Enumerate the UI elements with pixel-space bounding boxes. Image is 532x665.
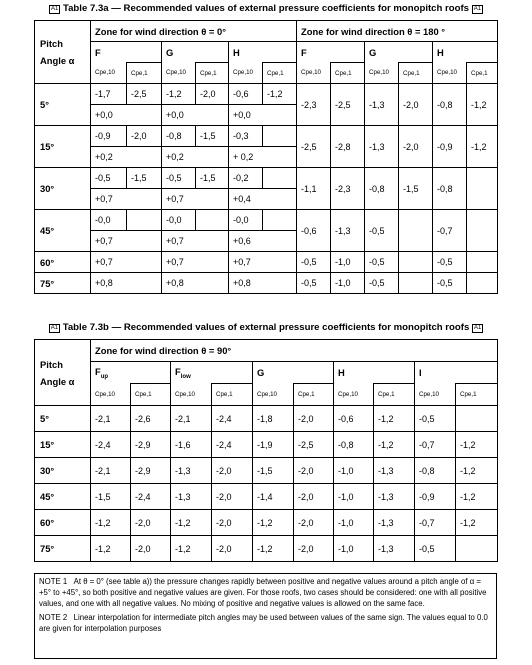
value-cell: -1,5 xyxy=(196,168,229,189)
value-cell: -1,0 xyxy=(331,252,365,273)
amendment-marker: A1 xyxy=(473,325,482,331)
value-cell: +0,7 xyxy=(91,189,162,210)
table-row xyxy=(35,458,498,484)
value-cell: -1,2 xyxy=(91,510,131,536)
value-cell: -1,3 xyxy=(171,458,212,484)
value-cell: -2,0 xyxy=(196,84,229,105)
notes-box xyxy=(34,573,497,659)
value-cell xyxy=(456,406,498,432)
table-row xyxy=(35,252,498,273)
value-cell: -1,7 xyxy=(91,84,127,105)
value-cell: -2,0 xyxy=(294,510,334,536)
value-cell: -2,0 xyxy=(399,126,433,168)
cpe10-header: Cpe,10 xyxy=(365,63,399,84)
value-cell: +0,7 xyxy=(162,189,229,210)
value-cell: -0,5 xyxy=(297,252,331,273)
value-cell: -1,3 xyxy=(365,126,399,168)
pitch-angle-cell: 15° xyxy=(35,126,91,168)
value-cell xyxy=(467,273,498,294)
amendment-marker: A1 xyxy=(50,325,59,331)
cpe1-header: Cpe,1 xyxy=(467,63,498,84)
value-cell: -1,3 xyxy=(374,536,415,562)
value-cell xyxy=(263,126,297,147)
value-cell: -2,6 xyxy=(131,406,171,432)
value-cell: -0,5 xyxy=(162,168,196,189)
cpe10-header: Cpe,10 xyxy=(171,384,212,406)
pitch-angle-cell: 15° xyxy=(35,432,91,458)
value-cell xyxy=(263,210,297,231)
zone-main: F xyxy=(175,365,181,377)
value-cell: +0,2 xyxy=(91,147,162,168)
cpe1-header: Cpe,1 xyxy=(196,63,229,84)
pitch-angle-cell: 45° xyxy=(35,484,91,510)
note-text: Linear interpolation for intermediate pitch angles may be used between values of the same sign. The values equal to 0.0 are given for interpolation purposes xyxy=(39,613,488,633)
value-cell: -1,5 xyxy=(127,168,162,189)
value-cell: +0,8 xyxy=(229,273,297,294)
zone-header-fup xyxy=(91,362,171,384)
value-cell: +0,4 xyxy=(229,189,297,210)
value-cell xyxy=(399,252,433,273)
value-cell: -2,5 xyxy=(127,84,162,105)
value-cell xyxy=(399,273,433,294)
value-cell: +0,0 xyxy=(162,105,229,126)
value-cell: -1,2 xyxy=(456,458,498,484)
cpe1-header: Cpe,1 xyxy=(131,384,171,406)
value-cell: -2,0 xyxy=(294,458,334,484)
value-cell: -1,0 xyxy=(334,536,374,562)
value-cell: -2,0 xyxy=(294,406,334,432)
value-cell xyxy=(467,210,498,252)
value-cell xyxy=(127,210,162,231)
value-cell: -2,1 xyxy=(91,406,131,432)
value-cell: +0,2 xyxy=(162,147,229,168)
table-row xyxy=(35,273,498,294)
value-cell: -2,4 xyxy=(212,432,253,458)
value-cell: -0,8 xyxy=(415,458,456,484)
value-cell: -1,3 xyxy=(365,84,399,126)
cpe10-header: Cpe,10 xyxy=(415,384,456,406)
value-cell: -2,1 xyxy=(171,406,212,432)
cpe1-header: Cpe,1 xyxy=(331,63,365,84)
wind-dir-0-header: Zone for wind direction θ = 0° xyxy=(91,21,297,42)
table-b-title-text: Table 7.3b — Recommended values of external pressure coefficients for monopitch roofs xyxy=(62,322,470,333)
zone-header: G xyxy=(162,42,229,63)
value-cell: -2,1 xyxy=(91,458,131,484)
value-cell: -2,4 xyxy=(212,406,253,432)
value-cell xyxy=(467,252,498,273)
value-cell: -1,3 xyxy=(171,484,212,510)
value-cell: -1,0 xyxy=(331,273,365,294)
table-a-title-text: Table 7.3a — Recommended values of external pressure coefficients for monopitch roofs xyxy=(62,3,470,14)
cpe10-header: Cpe,10 xyxy=(229,63,263,84)
zone-header: F xyxy=(91,42,162,63)
value-cell: -0,8 xyxy=(433,168,467,210)
value-cell: -0,8 xyxy=(334,432,374,458)
value-cell: -0,5 xyxy=(365,273,399,294)
pitch-angle-cell: 30° xyxy=(35,168,91,210)
table-row xyxy=(35,510,498,536)
value-cell: -1,6 xyxy=(171,432,212,458)
value-cell: -0,6 xyxy=(297,210,331,252)
pitch-angle-cell: 5° xyxy=(35,406,91,432)
value-cell: -1,1 xyxy=(297,168,331,210)
value-cell: -2,5 xyxy=(297,126,331,168)
table-a-title xyxy=(0,3,532,14)
value-cell: -0,5 xyxy=(365,252,399,273)
value-cell: +0,0 xyxy=(91,105,162,126)
value-cell: -1,3 xyxy=(374,484,415,510)
cpe1-header: Cpe,1 xyxy=(294,384,334,406)
value-cell: -0,7 xyxy=(415,510,456,536)
wind-dir-180-header: Zone for wind direction θ = 180 ° xyxy=(297,21,498,42)
value-cell: -2,0 xyxy=(212,536,253,562)
value-cell: -0,8 xyxy=(433,84,467,126)
table-monopitch-a xyxy=(34,20,498,294)
zone-header: I xyxy=(415,362,498,384)
value-cell: -2,3 xyxy=(297,84,331,126)
value-cell: -0,5 xyxy=(297,273,331,294)
value-cell: -0,0 xyxy=(229,210,263,231)
zone-header: G xyxy=(253,362,334,384)
value-cell: -0,5 xyxy=(365,210,399,252)
value-cell: -0,8 xyxy=(162,126,196,147)
zone-sub: up xyxy=(100,373,109,380)
value-cell: -0,9 xyxy=(91,126,127,147)
pitch-angle-header xyxy=(35,21,91,84)
value-cell: -0,3 xyxy=(229,126,263,147)
value-cell: -1,2 xyxy=(374,432,415,458)
pitch-angle-header xyxy=(35,340,91,406)
value-cell: -0,9 xyxy=(433,126,467,168)
value-cell: -2,0 xyxy=(131,510,171,536)
value-cell: -2,0 xyxy=(212,484,253,510)
value-cell: -1,5 xyxy=(253,458,294,484)
pitch-angle-cell: 75° xyxy=(35,273,91,294)
value-cell: -0,0 xyxy=(91,210,127,231)
value-cell: -1,2 xyxy=(467,84,498,126)
note-1 xyxy=(39,576,492,609)
cpe1-header: Cpe,1 xyxy=(456,384,498,406)
value-cell: -1,2 xyxy=(253,536,294,562)
value-cell: +0,8 xyxy=(162,273,229,294)
value-cell: -1,2 xyxy=(263,84,297,105)
value-cell: -2,4 xyxy=(91,432,131,458)
value-cell: -2,8 xyxy=(331,126,365,168)
value-cell: -0,7 xyxy=(433,210,467,252)
cpe1-header: Cpe,1 xyxy=(263,63,297,84)
zone-header: H xyxy=(433,42,498,63)
value-cell: -0,6 xyxy=(229,84,263,105)
value-cell: -2,5 xyxy=(331,84,365,126)
table-row xyxy=(35,536,498,562)
value-cell: +0,7 xyxy=(162,231,229,252)
value-cell: -2,0 xyxy=(212,458,253,484)
value-cell: -1,0 xyxy=(334,458,374,484)
zone-main: F xyxy=(95,365,101,377)
value-cell xyxy=(456,536,498,562)
cpe10-header: Cpe,10 xyxy=(297,63,331,84)
value-cell: -1,5 xyxy=(399,168,433,210)
value-cell: -1,2 xyxy=(171,536,212,562)
value-cell: -1,2 xyxy=(374,406,415,432)
pitch-angle-cell: 75° xyxy=(35,536,91,562)
value-cell: -1,2 xyxy=(456,432,498,458)
pitch-label: Pitch xyxy=(40,358,63,370)
value-cell: -1,2 xyxy=(456,510,498,536)
value-cell: -1,5 xyxy=(91,484,131,510)
cpe10-header: Cpe,10 xyxy=(162,63,196,84)
value-cell: -2,0 xyxy=(212,510,253,536)
value-cell: -0,5 xyxy=(91,168,127,189)
value-cell: -1,8 xyxy=(253,406,294,432)
table-row xyxy=(35,168,498,189)
value-cell: -1,2 xyxy=(171,510,212,536)
cpe1-header: Cpe,1 xyxy=(212,384,253,406)
angle-label: Angle α xyxy=(40,375,75,387)
value-cell xyxy=(196,210,229,231)
value-cell: -2,9 xyxy=(131,432,171,458)
note-label: NOTE 2 xyxy=(39,613,68,622)
value-cell: -2,9 xyxy=(131,458,171,484)
pitch-label: Pitch xyxy=(40,38,63,49)
value-cell: -2,0 xyxy=(399,84,433,126)
value-cell: -2,0 xyxy=(294,536,334,562)
value-cell: -1,0 xyxy=(334,484,374,510)
value-cell: -1,3 xyxy=(331,210,365,252)
value-cell: -0,6 xyxy=(334,406,374,432)
zone-header: H xyxy=(334,362,415,384)
zone-header: H xyxy=(229,42,297,63)
cpe1-header: Cpe,1 xyxy=(374,384,415,406)
value-cell: +0,7 xyxy=(162,252,229,273)
value-cell: -0,9 xyxy=(415,484,456,510)
value-cell: -1,9 xyxy=(253,432,294,458)
table-monopitch-b xyxy=(34,339,498,562)
value-cell: -0,5 xyxy=(433,252,467,273)
value-cell: +0,7 xyxy=(229,252,297,273)
cpe10-header: Cpe,10 xyxy=(253,384,294,406)
value-cell: -2,0 xyxy=(127,126,162,147)
pitch-angle-cell: 5° xyxy=(35,84,91,126)
table-row xyxy=(35,84,498,105)
value-cell: -2,0 xyxy=(294,484,334,510)
value-cell: -0,5 xyxy=(415,406,456,432)
value-cell: -1,4 xyxy=(253,484,294,510)
value-cell: +0,7 xyxy=(91,252,162,273)
cpe10-header: Cpe,10 xyxy=(334,384,374,406)
cpe10-header: Cpe,10 xyxy=(91,384,131,406)
pitch-angle-cell: 45° xyxy=(35,210,91,252)
amendment-marker: A1 xyxy=(50,6,59,12)
zone-header: F xyxy=(297,42,365,63)
value-cell: -2,3 xyxy=(331,168,365,210)
value-cell: -1,3 xyxy=(374,458,415,484)
value-cell: -1,2 xyxy=(91,536,131,562)
value-cell: -2,4 xyxy=(131,484,171,510)
table-b-title xyxy=(0,322,532,333)
value-cell: -1,2 xyxy=(253,510,294,536)
value-cell: +0,6 xyxy=(229,231,297,252)
cpe1-header: Cpe,1 xyxy=(127,63,162,84)
value-cell: -0,5 xyxy=(433,273,467,294)
zone-header-flow xyxy=(171,362,253,384)
table-row xyxy=(35,484,498,510)
value-cell: +0,0 xyxy=(229,105,297,126)
wind-dir-90-header: Zone for wind direction θ = 90° xyxy=(91,340,498,362)
value-cell: -0,7 xyxy=(415,432,456,458)
value-cell xyxy=(467,168,498,210)
table-row xyxy=(35,126,498,147)
pitch-angle-cell: 30° xyxy=(35,458,91,484)
zone-sub: low xyxy=(180,373,191,380)
value-cell: -1,3 xyxy=(374,510,415,536)
note-label: NOTE 1 xyxy=(39,577,68,586)
value-cell: -2,0 xyxy=(131,536,171,562)
cpe10-header: Cpe,10 xyxy=(433,63,467,84)
value-cell: -0,8 xyxy=(365,168,399,210)
cpe1-header: Cpe,1 xyxy=(399,63,433,84)
value-cell: +0,7 xyxy=(91,231,162,252)
table-row xyxy=(35,210,498,231)
note-2 xyxy=(39,612,492,634)
amendment-marker: A1 xyxy=(473,6,482,12)
pitch-angle-cell: 60° xyxy=(35,510,91,536)
table-row xyxy=(35,406,498,432)
value-cell xyxy=(263,168,297,189)
value-cell: -0,5 xyxy=(415,536,456,562)
note-text: At θ = 0° (see table a)) the pressure changes rapidly between positive and negative values around a pitch angle of α = +5° to +45°, so both positive and negative values are given. For those roofs, two cases should be considered: one with all positive values, and one with all negative values. No mixing of positive and negative values is allowed on the same face. xyxy=(39,577,487,608)
angle-label: Angle α xyxy=(40,55,75,66)
value-cell: -0,0 xyxy=(162,210,196,231)
value-cell: -1,2 xyxy=(467,126,498,168)
value-cell: -1,0 xyxy=(334,510,374,536)
value-cell xyxy=(399,210,433,252)
pitch-angle-cell: 60° xyxy=(35,252,91,273)
cpe10-header: Cpe,10 xyxy=(91,63,127,84)
table-row xyxy=(35,432,498,458)
value-cell: + 0,2 xyxy=(229,147,297,168)
value-cell: -1,5 xyxy=(196,126,229,147)
value-cell: +0,8 xyxy=(91,273,162,294)
value-cell: -0,2 xyxy=(229,168,263,189)
value-cell: -1,2 xyxy=(162,84,196,105)
value-cell: -1,2 xyxy=(456,484,498,510)
zone-header: G xyxy=(365,42,433,63)
value-cell: -2,5 xyxy=(294,432,334,458)
